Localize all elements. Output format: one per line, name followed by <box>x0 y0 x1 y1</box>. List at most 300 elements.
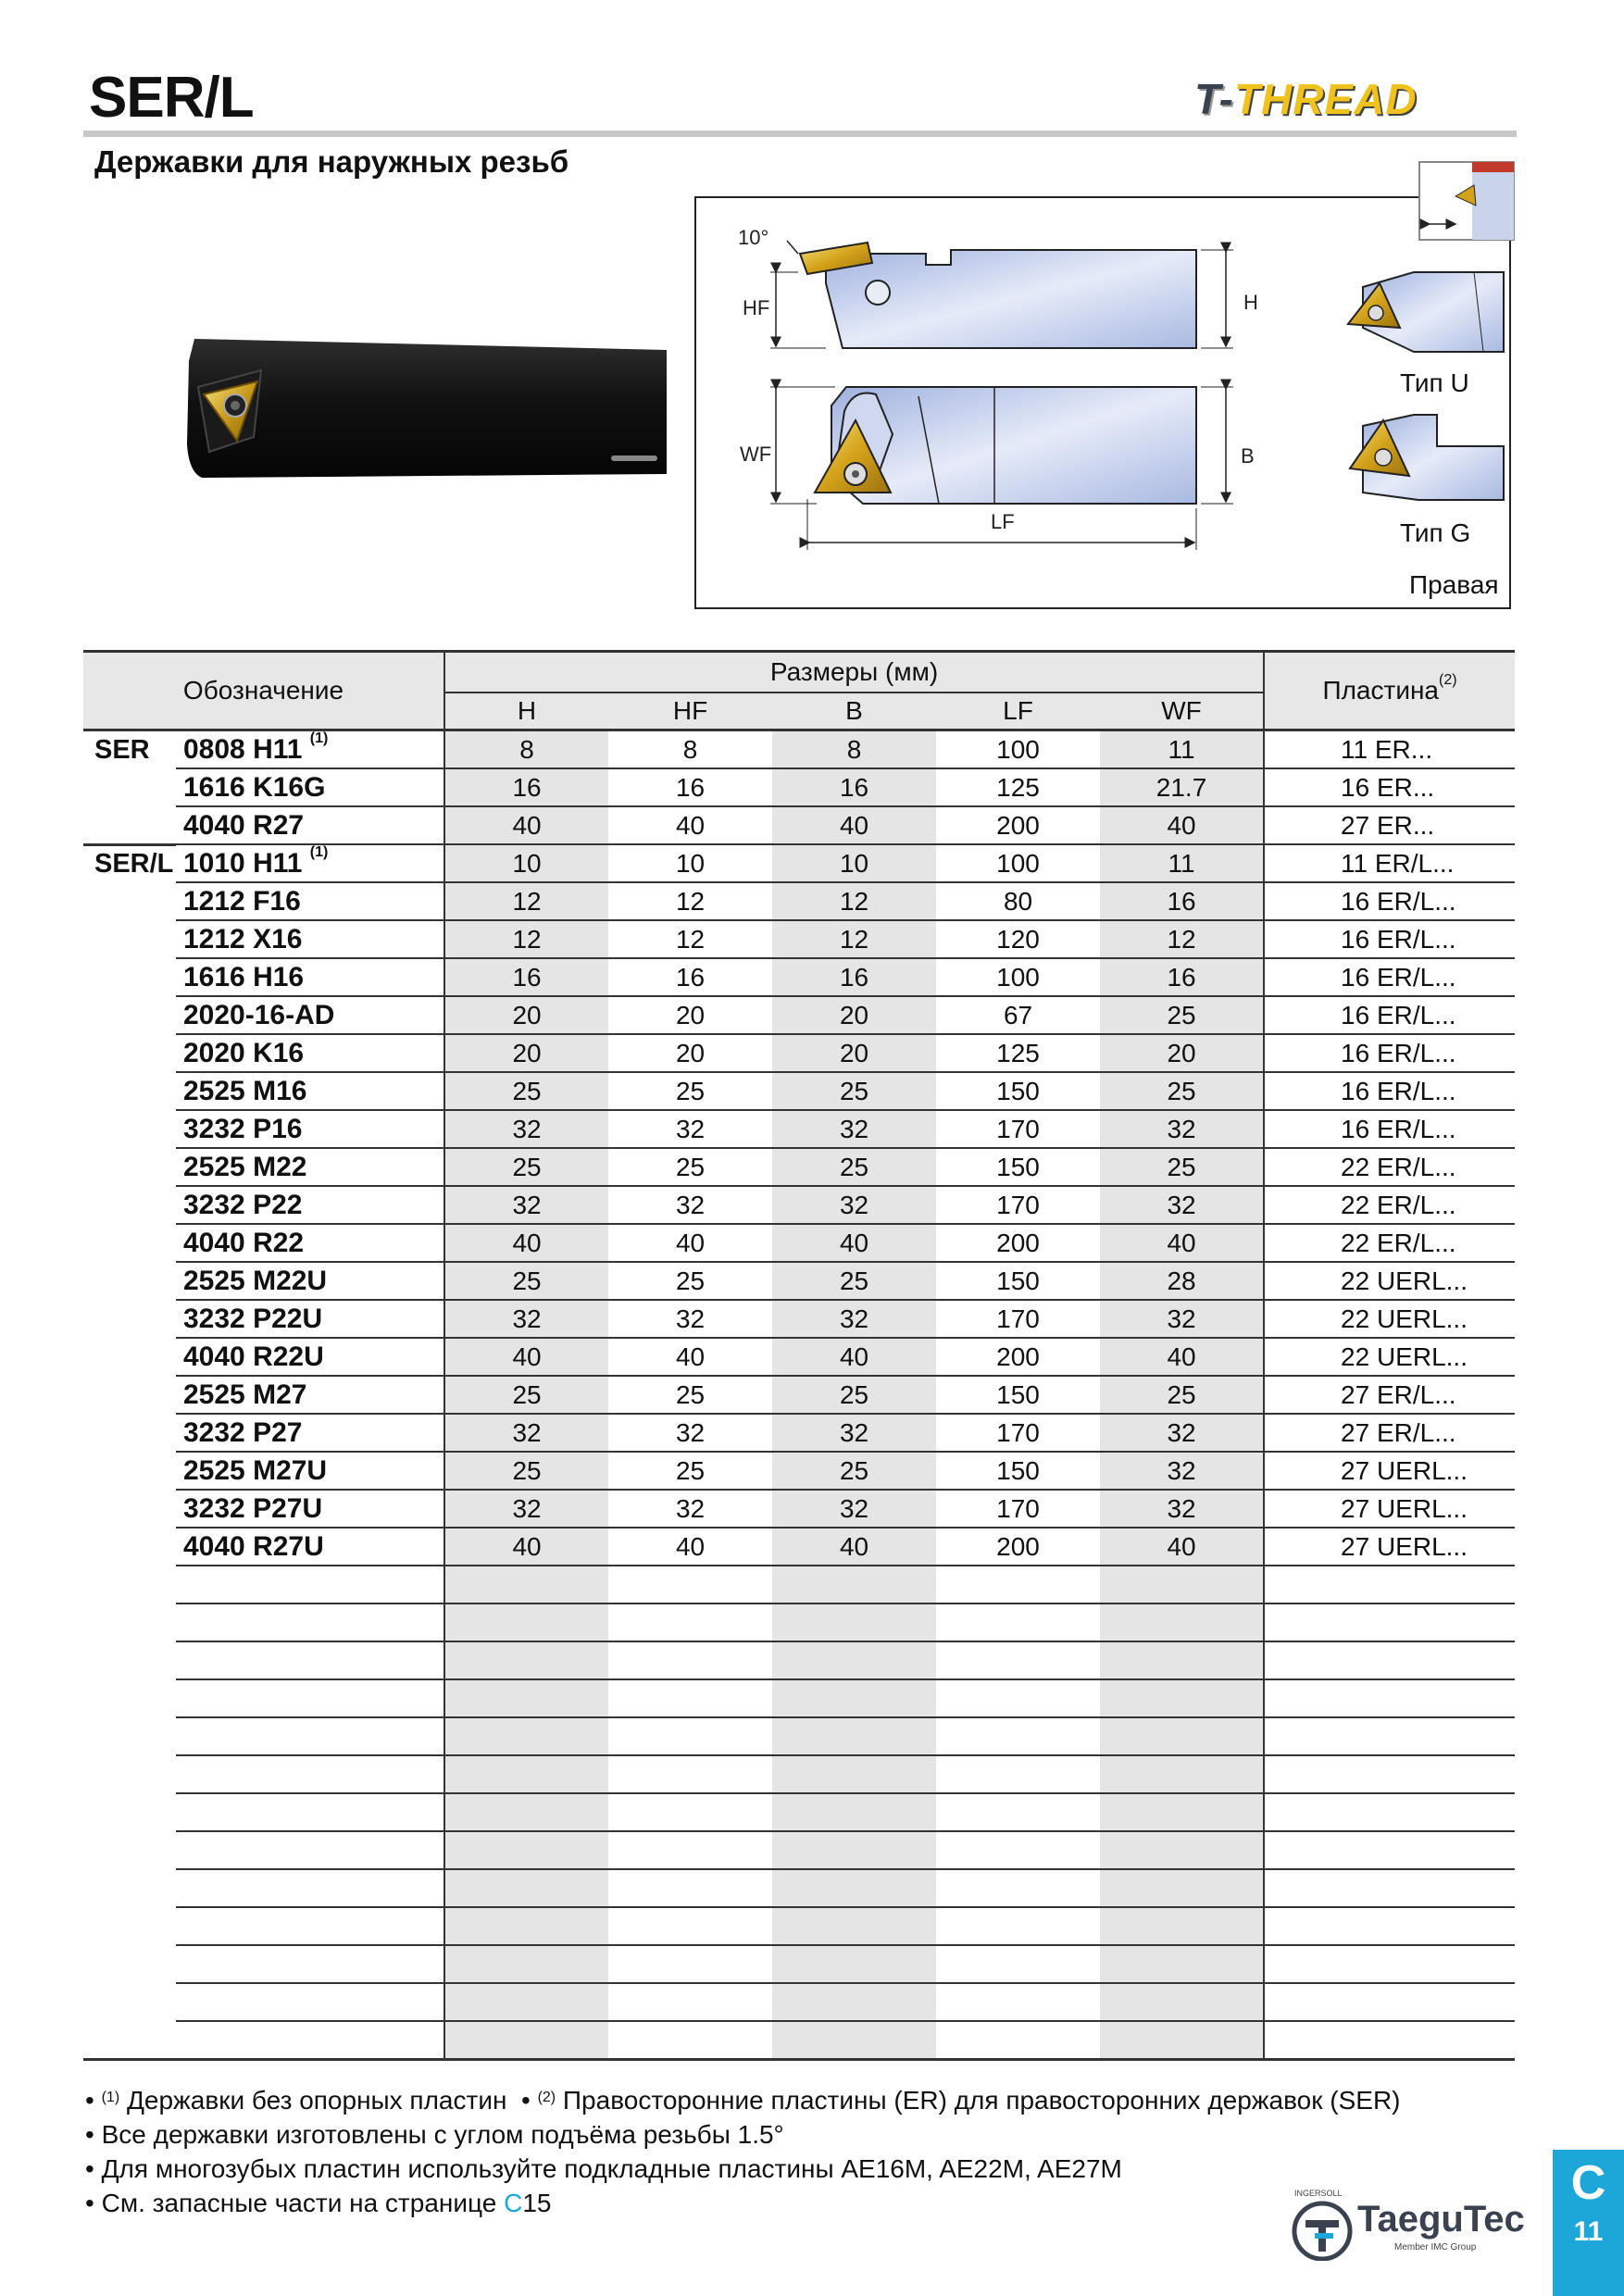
insert-cell: 16 ER... <box>1264 768 1515 806</box>
designation-cell <box>176 1300 444 1338</box>
cell-b: 16 <box>772 768 936 806</box>
cell-h: 16 <box>444 768 608 806</box>
cell-wf <box>1100 1566 1264 1603</box>
designation-text: 3232 P16 <box>183 1113 303 1144</box>
insert-type-u-icon <box>1348 272 1504 352</box>
cell-h <box>444 1679 608 1717</box>
cell-h: 40 <box>444 1224 608 1262</box>
cell-b <box>772 1793 936 1831</box>
cell-lf: 170 <box>936 1490 1100 1528</box>
cell-hf <box>608 1983 772 2021</box>
table-row <box>83 1490 1515 1528</box>
insert-cell: 22 ER/L... <box>1264 1224 1515 1262</box>
cell-h: 12 <box>444 920 608 958</box>
cell-hf <box>608 1945 772 1983</box>
designation-cell <box>176 882 444 920</box>
group-cell <box>83 768 176 806</box>
cell-hf: 25 <box>608 1072 772 1110</box>
group-cell <box>83 1110 176 1148</box>
insert-cell: 16 ER/L... <box>1264 1034 1515 1072</box>
cell-wf <box>1100 1793 1264 1831</box>
cell-hf: 40 <box>608 1224 772 1262</box>
cell-b <box>772 1566 936 1603</box>
insert-header-label: Пластина <box>1322 676 1440 705</box>
note-line-2: • Все державки изготовлены с углом подъёма резьбы 1.5° <box>85 2120 784 2149</box>
cell-wf: 32 <box>1100 1186 1264 1224</box>
insert-cell <box>1264 1983 1515 2021</box>
cell-b: 40 <box>772 1528 936 1566</box>
cell-wf <box>1100 1603 1264 1641</box>
cell-hf: 16 <box>608 768 772 806</box>
cell-h: 32 <box>444 1414 608 1452</box>
group-cell <box>83 1490 176 1528</box>
insert-cell: 22 UERL... <box>1264 1338 1515 1376</box>
wf-label: WF <box>740 443 772 466</box>
designation-cell <box>176 920 444 958</box>
empty-row <box>83 1983 1515 2021</box>
table-row <box>83 730 1515 769</box>
cell-h: 25 <box>444 1072 608 1110</box>
designation-cell <box>176 1907 444 1945</box>
designation-text: 3232 P27U <box>183 1492 323 1524</box>
cell-h: 8 <box>444 730 608 769</box>
cell-wf <box>1100 1869 1264 1907</box>
designation-cell <box>176 1072 444 1110</box>
empty-row <box>83 1755 1515 1793</box>
cell-lf <box>936 1907 1100 1945</box>
designation-cell <box>176 1376 444 1414</box>
table-row <box>83 958 1515 996</box>
insert-cell: 27 ER/L... <box>1264 1376 1515 1414</box>
cell-h <box>444 1793 608 1831</box>
group-cell <box>83 1186 176 1224</box>
note-1-mark: (1) <box>101 2090 120 2105</box>
cell-b: 8 <box>772 730 936 769</box>
cell-lf: 100 <box>936 730 1100 769</box>
column-header-h: H <box>444 693 608 730</box>
cell-wf: 11 <box>1100 844 1264 882</box>
cell-b: 32 <box>772 1300 936 1338</box>
b-label: B <box>1241 444 1255 468</box>
cell-lf: 150 <box>936 1148 1100 1186</box>
table-row <box>83 1338 1515 1376</box>
insert-cell: 16 ER/L... <box>1264 882 1515 920</box>
cell-hf <box>608 1641 772 1679</box>
designation-cell <box>176 996 444 1034</box>
dimension-drawings <box>696 198 1513 611</box>
cell-hf: 40 <box>608 1338 772 1376</box>
cell-lf <box>936 1831 1100 1869</box>
cell-b: 10 <box>772 844 936 882</box>
cell-b <box>772 1831 936 1869</box>
cell-wf <box>1100 1679 1264 1717</box>
cell-h: 40 <box>444 806 608 844</box>
designation-header: Обозначение <box>83 652 444 730</box>
type-g-label: Тип G <box>1400 518 1471 547</box>
designation-cell <box>176 1034 444 1072</box>
cell-b: 32 <box>772 1414 936 1452</box>
section-letter: C <box>1570 2156 1606 2210</box>
cell-wf: 20 <box>1100 1034 1264 1072</box>
note-line-3: • Для многозубых пластин используйте подкладные пластины AE16M, AE22M, AE27M <box>85 2154 1122 2183</box>
logo-prefix: T- <box>1194 75 1234 123</box>
insert-cell: 16 ER/L... <box>1264 920 1515 958</box>
logo-word: THREAD <box>1233 75 1418 123</box>
cell-b <box>772 1907 936 1945</box>
t-thread-logo <box>1194 74 1418 124</box>
cell-lf: 80 <box>936 882 1100 920</box>
cell-b <box>772 1983 936 2021</box>
designation-text: 2020-16-AD <box>183 999 335 1030</box>
note-1-text: Державки без опорных пластин <box>126 2086 507 2115</box>
cell-h <box>444 2021 608 2060</box>
group-cell <box>83 1679 176 1717</box>
designation-cell <box>176 1528 444 1566</box>
group-cell <box>83 1414 176 1452</box>
cell-h: 25 <box>444 1452 608 1490</box>
cell-wf: 32 <box>1100 1490 1264 1528</box>
group-cell <box>83 1148 176 1186</box>
cell-hf <box>608 1793 772 1831</box>
cell-wf <box>1100 2021 1264 2060</box>
empty-row <box>83 2021 1515 2060</box>
cell-wf <box>1100 1831 1264 1869</box>
group-cell <box>83 1452 176 1490</box>
cell-hf: 20 <box>608 996 772 1034</box>
designation-text: 2525 M22U <box>183 1265 328 1296</box>
designation-text: 3232 P27 <box>183 1416 303 1448</box>
cell-b: 25 <box>772 1452 936 1490</box>
insert-cell <box>1264 1907 1515 1945</box>
designation-text: 4040 R22U <box>183 1341 324 1372</box>
designation-cell <box>176 1566 444 1603</box>
designation-cell <box>176 806 444 844</box>
table-row <box>83 1528 1515 1566</box>
cell-b: 25 <box>772 1148 936 1186</box>
table-row <box>83 1110 1515 1148</box>
designation-cell <box>176 1869 444 1907</box>
table-row <box>83 1224 1515 1262</box>
cell-b <box>772 1869 936 1907</box>
designation-cell <box>176 1110 444 1148</box>
insert-type-g-icon <box>1350 415 1504 500</box>
cell-b: 32 <box>772 1110 936 1148</box>
cell-lf <box>936 1641 1100 1679</box>
cell-b <box>772 1603 936 1641</box>
cell-lf: 100 <box>936 958 1100 996</box>
note-5-page: 15 <box>522 2189 552 2217</box>
column-header-wf: WF <box>1100 693 1264 730</box>
cell-hf: 32 <box>608 1414 772 1452</box>
angle-label: 10° <box>738 226 769 249</box>
cell-hf <box>608 1717 772 1755</box>
brand-name: TaeguTec <box>1357 2199 1525 2240</box>
table-row <box>83 1300 1515 1338</box>
cell-h: 20 <box>444 1034 608 1072</box>
insert-cell: 11 ER... <box>1264 730 1515 769</box>
table-row <box>83 1414 1515 1452</box>
cell-hf <box>608 1679 772 1717</box>
cell-lf: 200 <box>936 806 1100 844</box>
cell-hf: 25 <box>608 1376 772 1414</box>
cell-lf: 150 <box>936 1452 1100 1490</box>
insert-cell: 22 ER/L... <box>1264 1186 1515 1224</box>
cell-wf: 32 <box>1100 1414 1264 1452</box>
cell-lf: 67 <box>936 996 1100 1034</box>
table-row <box>83 844 1515 882</box>
cell-h <box>444 1983 608 2021</box>
insert-cell <box>1264 1641 1515 1679</box>
holder-photo <box>176 333 667 481</box>
designation-cell <box>176 1983 444 2021</box>
column-header-b: B <box>772 693 936 730</box>
title-rule <box>83 131 1517 137</box>
designation-text: 4040 R22 <box>183 1227 305 1258</box>
insert-cell: 27 UERL... <box>1264 1528 1515 1566</box>
insert-cell: 22 UERL... <box>1264 1262 1515 1300</box>
brand-top-text: INGERSOLL <box>1294 2189 1343 2198</box>
cell-hf: 25 <box>608 1452 772 1490</box>
insert-cell <box>1264 1869 1515 1907</box>
designation-text: 2525 M27U <box>183 1454 328 1486</box>
note-2-text: Правосторонние пластины (ER) для правосторонних державок (SER) <box>562 2086 1401 2115</box>
group-cell <box>83 1300 176 1338</box>
insert-cell <box>1264 1603 1515 1641</box>
cell-lf: 150 <box>936 1262 1100 1300</box>
group-cell <box>83 1755 176 1793</box>
designation-cell <box>176 1148 444 1186</box>
dimensions-header: Размеры (мм) <box>444 652 1264 693</box>
cell-lf: 150 <box>936 1072 1100 1110</box>
insert-cell <box>1264 2021 1515 2060</box>
designation-text: 3232 P22 <box>183 1189 303 1220</box>
designation-note: (1) <box>309 730 329 746</box>
cell-h: 32 <box>444 1300 608 1338</box>
cell-b: 40 <box>772 1338 936 1376</box>
designation-cell <box>176 1224 444 1262</box>
cell-wf: 40 <box>1100 806 1264 844</box>
designation-cell <box>176 1679 444 1717</box>
group-cell <box>83 920 176 958</box>
designation-text: 1212 F16 <box>183 885 301 917</box>
cell-b <box>772 1945 936 1983</box>
cell-lf <box>936 1603 1100 1641</box>
cell-hf <box>608 1755 772 1793</box>
group-cell: SER/L <box>83 844 176 882</box>
cell-h: 20 <box>444 996 608 1034</box>
cell-b: 20 <box>772 1034 936 1072</box>
cell-hf: 25 <box>608 1262 772 1300</box>
insert-cell: 16 ER/L... <box>1264 1072 1515 1110</box>
cell-b <box>772 1717 936 1755</box>
cell-hf: 32 <box>608 1300 772 1338</box>
cell-wf <box>1100 1907 1264 1945</box>
designation-text: 2525 M22 <box>183 1151 307 1182</box>
designation-text: 2020 K16 <box>183 1037 305 1068</box>
page-number: 11 <box>1573 2216 1604 2247</box>
cell-wf: 32 <box>1100 1300 1264 1338</box>
designation-text: 1010 H11 <box>183 847 303 879</box>
designation-text: 1616 K16G <box>183 771 326 803</box>
cell-wf: 25 <box>1100 1148 1264 1186</box>
cell-wf: 16 <box>1100 882 1264 920</box>
designation-cell <box>176 1641 444 1679</box>
insert-cell: 22 UERL... <box>1264 1300 1515 1338</box>
cell-wf: 25 <box>1100 996 1264 1034</box>
lf-label: LF <box>991 510 1015 533</box>
cell-b: 32 <box>772 1490 936 1528</box>
cell-h <box>444 1945 608 1983</box>
cell-lf: 100 <box>936 844 1100 882</box>
insert-cell <box>1264 1945 1515 1983</box>
table-row <box>83 882 1515 920</box>
cell-hf: 20 <box>608 1034 772 1072</box>
insert-cell: 27 ER... <box>1264 806 1515 844</box>
cell-hf: 12 <box>608 920 772 958</box>
spare-parts-link[interactable]: C <box>504 2189 523 2217</box>
group-cell <box>83 958 176 996</box>
cell-lf <box>936 1983 1100 2021</box>
group-cell <box>83 1983 176 2021</box>
cell-b: 40 <box>772 1224 936 1262</box>
designation-cell <box>176 1945 444 1983</box>
cell-hf <box>608 1603 772 1641</box>
designation-cell <box>176 1603 444 1641</box>
group-cell <box>83 1224 176 1262</box>
cell-h <box>444 1869 608 1907</box>
cell-h: 25 <box>444 1376 608 1414</box>
cell-b: 25 <box>772 1376 936 1414</box>
group-cell <box>83 806 176 844</box>
empty-row <box>83 1831 1515 1869</box>
designation-cell <box>176 1717 444 1755</box>
insert-header-note: (2) <box>1439 672 1457 688</box>
cell-wf: 25 <box>1100 1072 1264 1110</box>
cell-hf <box>608 1907 772 1945</box>
page-title: SER/L <box>89 66 254 130</box>
cell-lf: 170 <box>936 1186 1100 1224</box>
table-row <box>83 1452 1515 1490</box>
designation-text: 1616 H16 <box>183 961 305 992</box>
cell-hf <box>608 1831 772 1869</box>
empty-row <box>83 1641 1515 1679</box>
table-row <box>83 806 1515 844</box>
cell-wf: 32 <box>1100 1452 1264 1490</box>
group-cell <box>83 1528 176 1566</box>
designation-text: 0808 H11 <box>183 733 303 765</box>
page-subtitle: Державки для наружных резьб <box>94 144 569 179</box>
insert-cell: 16 ER/L... <box>1264 1110 1515 1148</box>
designation-cell <box>176 958 444 996</box>
note-3-text: Все державки изготовлены с углом подъёма резьбы 1.5° <box>101 2120 784 2149</box>
cell-lf <box>936 1945 1100 1983</box>
cell-lf <box>936 1793 1100 1831</box>
cell-lf <box>936 1869 1100 1907</box>
empty-row <box>83 1793 1515 1831</box>
spec-table <box>83 650 1515 2061</box>
cell-wf: 28 <box>1100 1262 1264 1300</box>
insert-cell <box>1264 1679 1515 1717</box>
group-cell <box>83 1376 176 1414</box>
designation-cell <box>176 1793 444 1831</box>
group-cell <box>83 1793 176 1831</box>
note-2-mark: (2) <box>537 2090 556 2105</box>
empty-row <box>83 1717 1515 1755</box>
cell-wf <box>1100 1717 1264 1755</box>
cell-h: 40 <box>444 1528 608 1566</box>
table-row <box>83 996 1515 1034</box>
table-row <box>83 1262 1515 1300</box>
cell-lf <box>936 1566 1100 1603</box>
column-header-lf: LF <box>936 693 1100 730</box>
insert-cell: 22 ER/L... <box>1264 1148 1515 1186</box>
cell-hf: 40 <box>608 1528 772 1566</box>
insert-cell: 11 ER/L... <box>1264 844 1515 882</box>
group-cell <box>83 1641 176 1679</box>
group-cell <box>83 1907 176 1945</box>
group-cell <box>83 1831 176 1869</box>
cell-lf <box>936 2021 1100 2060</box>
insert-cell: 16 ER/L... <box>1264 958 1515 996</box>
cell-h: 32 <box>444 1490 608 1528</box>
cell-lf <box>936 1679 1100 1717</box>
hf-label: HF <box>743 296 770 319</box>
designation-cell <box>176 1831 444 1869</box>
table-row <box>83 768 1515 806</box>
cell-lf: 200 <box>936 1338 1100 1376</box>
note-line-4: • См. запасные части на странице C15 <box>85 2189 552 2217</box>
insert-cell <box>1264 1793 1515 1831</box>
insert-cell <box>1264 1831 1515 1869</box>
cell-lf <box>936 1717 1100 1755</box>
group-cell <box>83 1034 176 1072</box>
cell-wf: 40 <box>1100 1338 1264 1376</box>
designation-note: (1) <box>309 843 329 860</box>
group-cell: SER <box>94 734 150 765</box>
cell-h <box>444 1831 608 1869</box>
cell-wf: 40 <box>1100 1224 1264 1262</box>
cell-h <box>444 1755 608 1793</box>
cell-lf: 120 <box>936 920 1100 958</box>
cell-b: 32 <box>772 1186 936 1224</box>
cell-h: 32 <box>444 1186 608 1224</box>
cell-hf: 16 <box>608 958 772 996</box>
designation-text: 1212 X16 <box>183 923 303 955</box>
table-row <box>83 1186 1515 1224</box>
section-tab <box>1553 2150 1624 2296</box>
insert-cell: 27 ER/L... <box>1264 1414 1515 1452</box>
table-row <box>83 1034 1515 1072</box>
cell-b <box>772 1679 936 1717</box>
designation-cell <box>176 1452 444 1490</box>
insert-cell: 16 ER/L... <box>1264 996 1515 1034</box>
group-cell <box>83 882 176 920</box>
table-row <box>83 920 1515 958</box>
insert-cell <box>1264 1717 1515 1755</box>
cell-hf: 32 <box>608 1490 772 1528</box>
type-u-label: Тип U <box>1400 368 1469 397</box>
designation-cell <box>176 1262 444 1300</box>
group-cell <box>83 1603 176 1641</box>
cell-lf: 170 <box>936 1300 1100 1338</box>
cell-hf: 40 <box>608 806 772 844</box>
insert-header <box>1264 652 1515 730</box>
cell-b <box>772 1755 936 1793</box>
cell-h <box>444 1717 608 1755</box>
cell-h <box>444 1907 608 1945</box>
group-cell <box>83 1945 176 1983</box>
cell-b: 20 <box>772 996 936 1034</box>
